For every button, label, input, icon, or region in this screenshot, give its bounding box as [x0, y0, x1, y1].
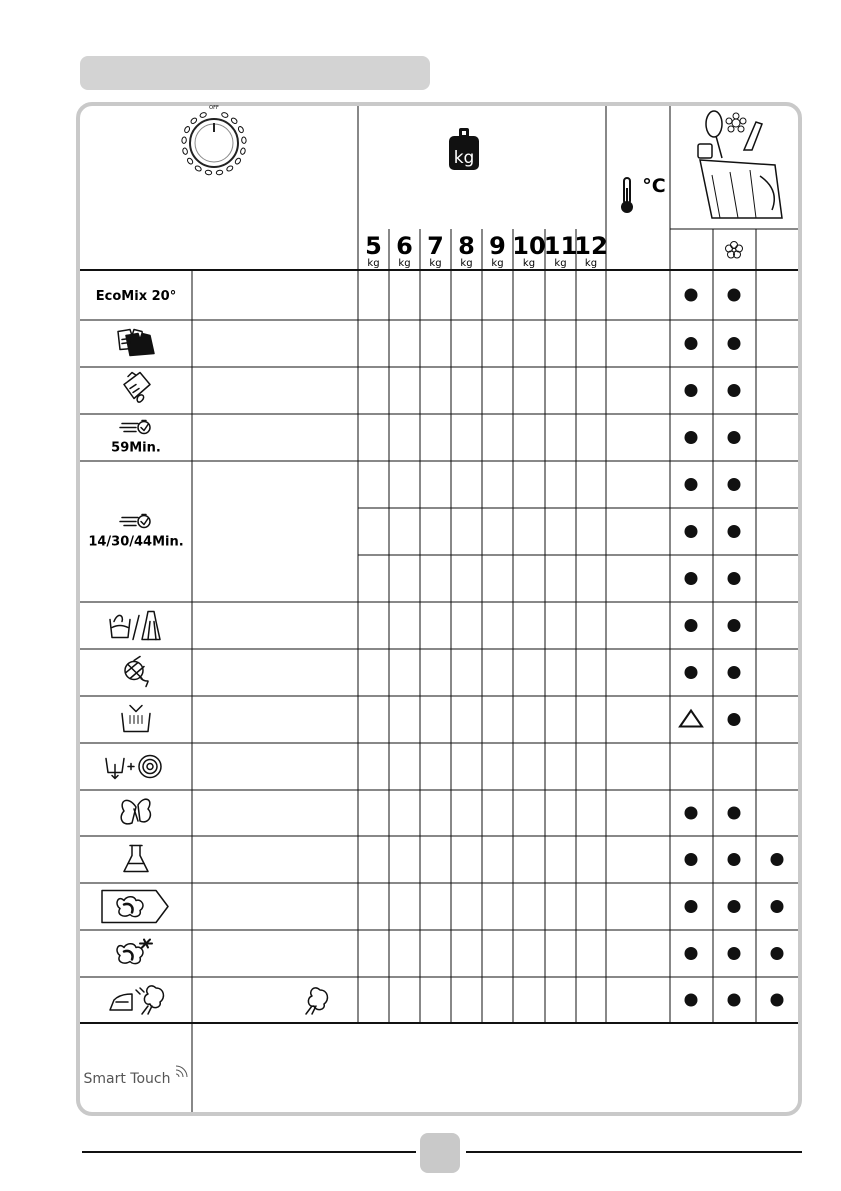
dispenser-dot	[728, 525, 741, 538]
rinse-icon	[122, 706, 150, 732]
capacity-headers	[365, 232, 608, 269]
program-label: 59Min.	[111, 440, 161, 456]
temperature-unit: °C	[642, 175, 666, 197]
capacity-value: 12	[574, 232, 608, 260]
wool-yarn-icon	[125, 657, 148, 687]
baby-bottle-icon	[124, 373, 150, 403]
dispenser-dot	[728, 478, 741, 491]
program-dial-icon	[182, 105, 247, 175]
capacity-value: 7	[427, 232, 444, 260]
dispenser-dot	[728, 384, 741, 397]
dispenser-triangle	[680, 711, 702, 727]
capacity-unit: kg	[491, 258, 504, 269]
capacity-unit: kg	[584, 258, 598, 269]
capacity-value: 5	[365, 232, 382, 260]
dispenser-dot	[685, 994, 698, 1007]
load-weight-icon	[449, 128, 479, 170]
dispenser-dot	[685, 853, 698, 866]
capacity-unit: kg	[429, 258, 442, 269]
capacity-value: 11	[543, 232, 578, 260]
detergent-drawer-icon	[698, 111, 782, 218]
dispenser-dot	[728, 431, 741, 444]
dispenser-dot	[728, 666, 741, 679]
dispenser-dot	[685, 666, 698, 679]
dispenser-dot	[685, 947, 698, 960]
dispenser-dot	[685, 525, 698, 538]
mixed-laundry-icon	[118, 330, 154, 356]
capacity-unit: kg	[398, 258, 411, 269]
dispenser-dot	[728, 807, 741, 820]
dispenser-dot	[685, 289, 698, 302]
dispenser-dot	[685, 431, 698, 444]
dispenser-dot	[771, 947, 784, 960]
capacity-value: 8	[458, 232, 475, 260]
dispenser-dot	[728, 337, 741, 350]
dispenser-dot	[685, 572, 698, 585]
thermometer-icon	[621, 178, 633, 213]
capacity-unit: kg	[554, 258, 567, 269]
nfc-wave-icon	[176, 1066, 187, 1077]
capacity-unit: kg	[460, 258, 473, 269]
dispenser-dot	[685, 478, 698, 491]
handwash-delicates-icon	[110, 612, 160, 640]
butterfly-icon	[121, 799, 150, 824]
drain-spin-icon	[106, 756, 161, 779]
dispenser-dot	[728, 947, 741, 960]
dispenser-dot	[771, 853, 784, 866]
load-weight-label: kg	[453, 148, 475, 168]
program-label: EcoMix 20°	[95, 289, 177, 304]
dispenser-dot	[771, 900, 784, 913]
dispenser-dot	[771, 994, 784, 1007]
dispenser-dot	[728, 713, 741, 726]
capacity-unit: kg	[367, 258, 380, 269]
dispenser-dot	[685, 900, 698, 913]
dispenser-dot	[685, 337, 698, 350]
capacity-value: 10	[512, 232, 546, 260]
smart-touch-label: Smart Touch	[83, 1071, 171, 1087]
dispenser-dot	[728, 572, 741, 585]
dispenser-marks	[680, 289, 784, 1007]
dispenser-dot	[685, 384, 698, 397]
dispenser-dot	[728, 289, 741, 302]
steam-cloud-icon	[306, 988, 327, 1014]
dispenser-dot	[728, 619, 741, 632]
rapid-14-30-44-icon	[120, 515, 150, 528]
program-label: 14/30/44Min.	[88, 534, 184, 550]
cotton-stain-icon	[117, 940, 152, 964]
dispenser-dot	[728, 994, 741, 1007]
capacity-unit: kg	[522, 258, 536, 269]
softener-flower-icon	[726, 242, 743, 259]
dispenser-dot	[685, 619, 698, 632]
flask-icon	[124, 846, 148, 872]
footer-rule-right	[466, 1151, 802, 1153]
dispenser-dot	[685, 807, 698, 820]
dispenser-dot	[728, 853, 741, 866]
dispenser-dot	[728, 900, 741, 913]
dial-off-label: OFF	[209, 105, 219, 111]
cotton-tag-icon	[102, 891, 168, 923]
capacity-value: 9	[489, 232, 506, 260]
rapid-59-icon	[120, 421, 150, 434]
iron-steam-icon	[110, 986, 163, 1014]
page-number-tab	[420, 1133, 460, 1173]
footer-rule-left	[82, 1151, 416, 1153]
capacity-value: 6	[396, 232, 413, 260]
